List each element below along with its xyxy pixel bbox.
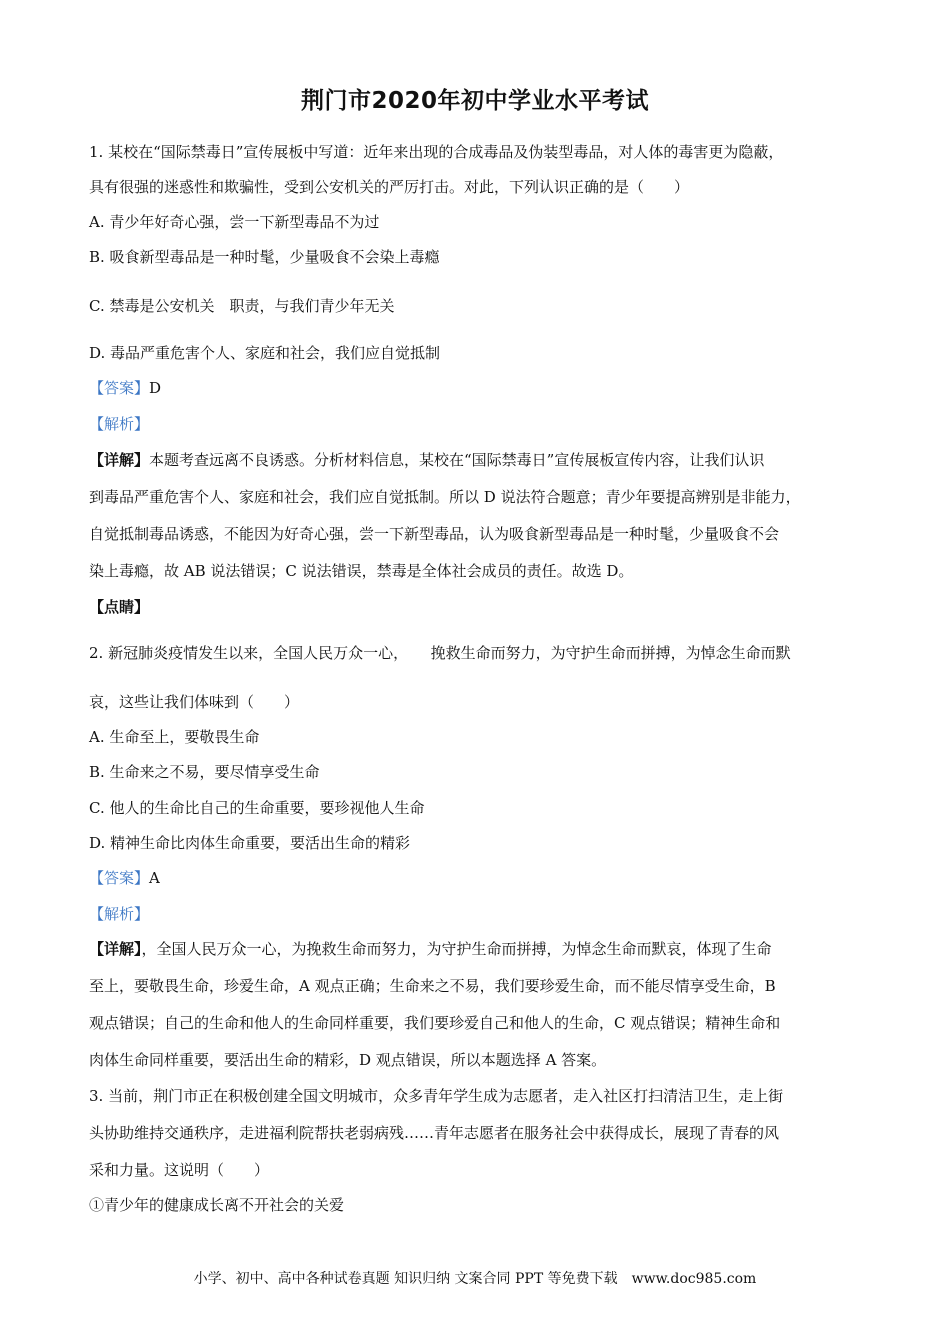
q2-option-a: A. 生命至上，要敬畏生命 <box>89 728 260 746</box>
q1-stem-line-1: 1. 某校在“国际禁毒日”宣传展板中写道：近年来出现的合成毒品及伪装型毒品，对人体的毒害更为隐蔽， <box>89 143 784 161</box>
q1-detail-line-3: 自觉抵制毒品诱惑，不能因为好奇心强，尝一下新型毒品，认为吸食新型毒品是一种时髦，少量吸食不会 <box>89 525 780 543</box>
answer-value: D <box>149 379 162 397</box>
q1-option-a: A. 青少年好奇心强，尝一下新型毒品不为过 <box>89 213 380 231</box>
detail-text: 本题考查远离不良诱惑。分析材料信息，某校在“国际禁毒日”宣传展板宣传内容，让我们认识 <box>149 451 765 469</box>
q2-option-b: B. 生命来之不易，要尽情享受生命 <box>89 763 320 781</box>
q2-detail-line-3: 观点错误；自己的生命和他人的生命同样重要，我们要珍爱自己和他人的生命，C 观点错误；精神生命和 <box>89 1014 781 1032</box>
q1-option-b: B. 吸食新型毒品是一种时髦，少量吸食不会染上毒瘾 <box>89 248 440 266</box>
q1-analysis-tag: 【解析】 <box>89 415 150 433</box>
page-footer: 小学、初中、高中各种试卷真题 知识归纳 文案合同 PPT 等免费下载 www.doc985.com <box>193 1271 757 1287</box>
q1-stem-line-2: 具有很强的迷惑性和欺骗性，受到公安机关的严厉打击。对此，下列认识正确的是（ ） <box>89 178 690 196</box>
answer-tag: 【答案】 <box>89 379 150 397</box>
q2-analysis-tag: 【解析】 <box>89 905 150 923</box>
q2-stem-line-2: 哀，这些让我们体味到（ ） <box>89 693 300 711</box>
q3-stem-line-2: 头协助维持交通秩序，走进福利院帮扶老弱病残……青年志愿者在服务社会中获得成长，展现了青春的风 <box>89 1124 780 1142</box>
page-title: 荆门市2020年初中学业水平考试 <box>300 88 649 114</box>
q1-detail-line-2: 到毒品严重危害个人、家庭和社会，我们应自觉抵制。所以 D 说法符合题意；青少年要提高辨别是非能力， <box>89 488 801 506</box>
q2-answer <box>89 868 160 888</box>
detail-tag: 【详解】 <box>89 451 150 469</box>
detail-tag: 【详解】 <box>89 940 142 958</box>
q2-detail-line-2: 至上，要敬畏生命，珍爱生命，A 观点正确；生命来之不易，我们要珍爱生命，而不能尽情享受生命，B <box>89 977 776 995</box>
q1-detail-line-4: 染上毒瘾，故 AB 说法错误；C 说法错误，禁毒是全体社会成员的责任。故选 D。 <box>89 562 634 580</box>
detail-text: ，全国人民万众一心，为挽救生命而努力，为守护生命而拼搏，为悼念生命而默哀，体现了生命 <box>141 940 772 958</box>
q1-option-c: C. 禁毒是公安机关 职责，与我们青少年无关 <box>89 297 395 315</box>
q2-detail-line-1 <box>89 939 772 959</box>
q2-stem-line-1: 2. 新冠肺炎疫情发生以来，全国人民万众一心， 挽救生命而努力，为守护生命而拼搏，为悼念生命而默 <box>89 644 791 662</box>
q2-option-c: C. 他人的生命比自己的生命重要，要珍视他人生命 <box>89 799 425 817</box>
q1-answer <box>89 378 161 398</box>
q1-detail-line-1 <box>89 450 764 470</box>
q1-option-d: D. 毒品严重危害个人、家庭和社会，我们应自觉抵制 <box>89 344 441 362</box>
answer-tag: 【答案】 <box>89 869 150 887</box>
answer-value: A <box>149 869 160 887</box>
q2-option-d: D. 精神生命比肉体生命重要，要活出生命的精彩 <box>89 834 411 852</box>
q1-comment-tag: 【点睛】 <box>89 598 150 616</box>
q2-detail-line-4: 肉体生命同样重要，要活出生命的精彩，D 观点错误，所以本题选择 A 答案。 <box>89 1051 607 1069</box>
q3-stem-line-1: 3. 当前，荆门市正在积极创建全国文明城市，众多青年学生成为志愿者，走入社区打扫清洁卫生，走上街 <box>89 1087 784 1105</box>
q3-stem-line-3: 采和力量。这说明（ ） <box>89 1161 270 1179</box>
q3-item-1: ①青少年的健康成长离不开社会的关爱 <box>89 1196 345 1214</box>
